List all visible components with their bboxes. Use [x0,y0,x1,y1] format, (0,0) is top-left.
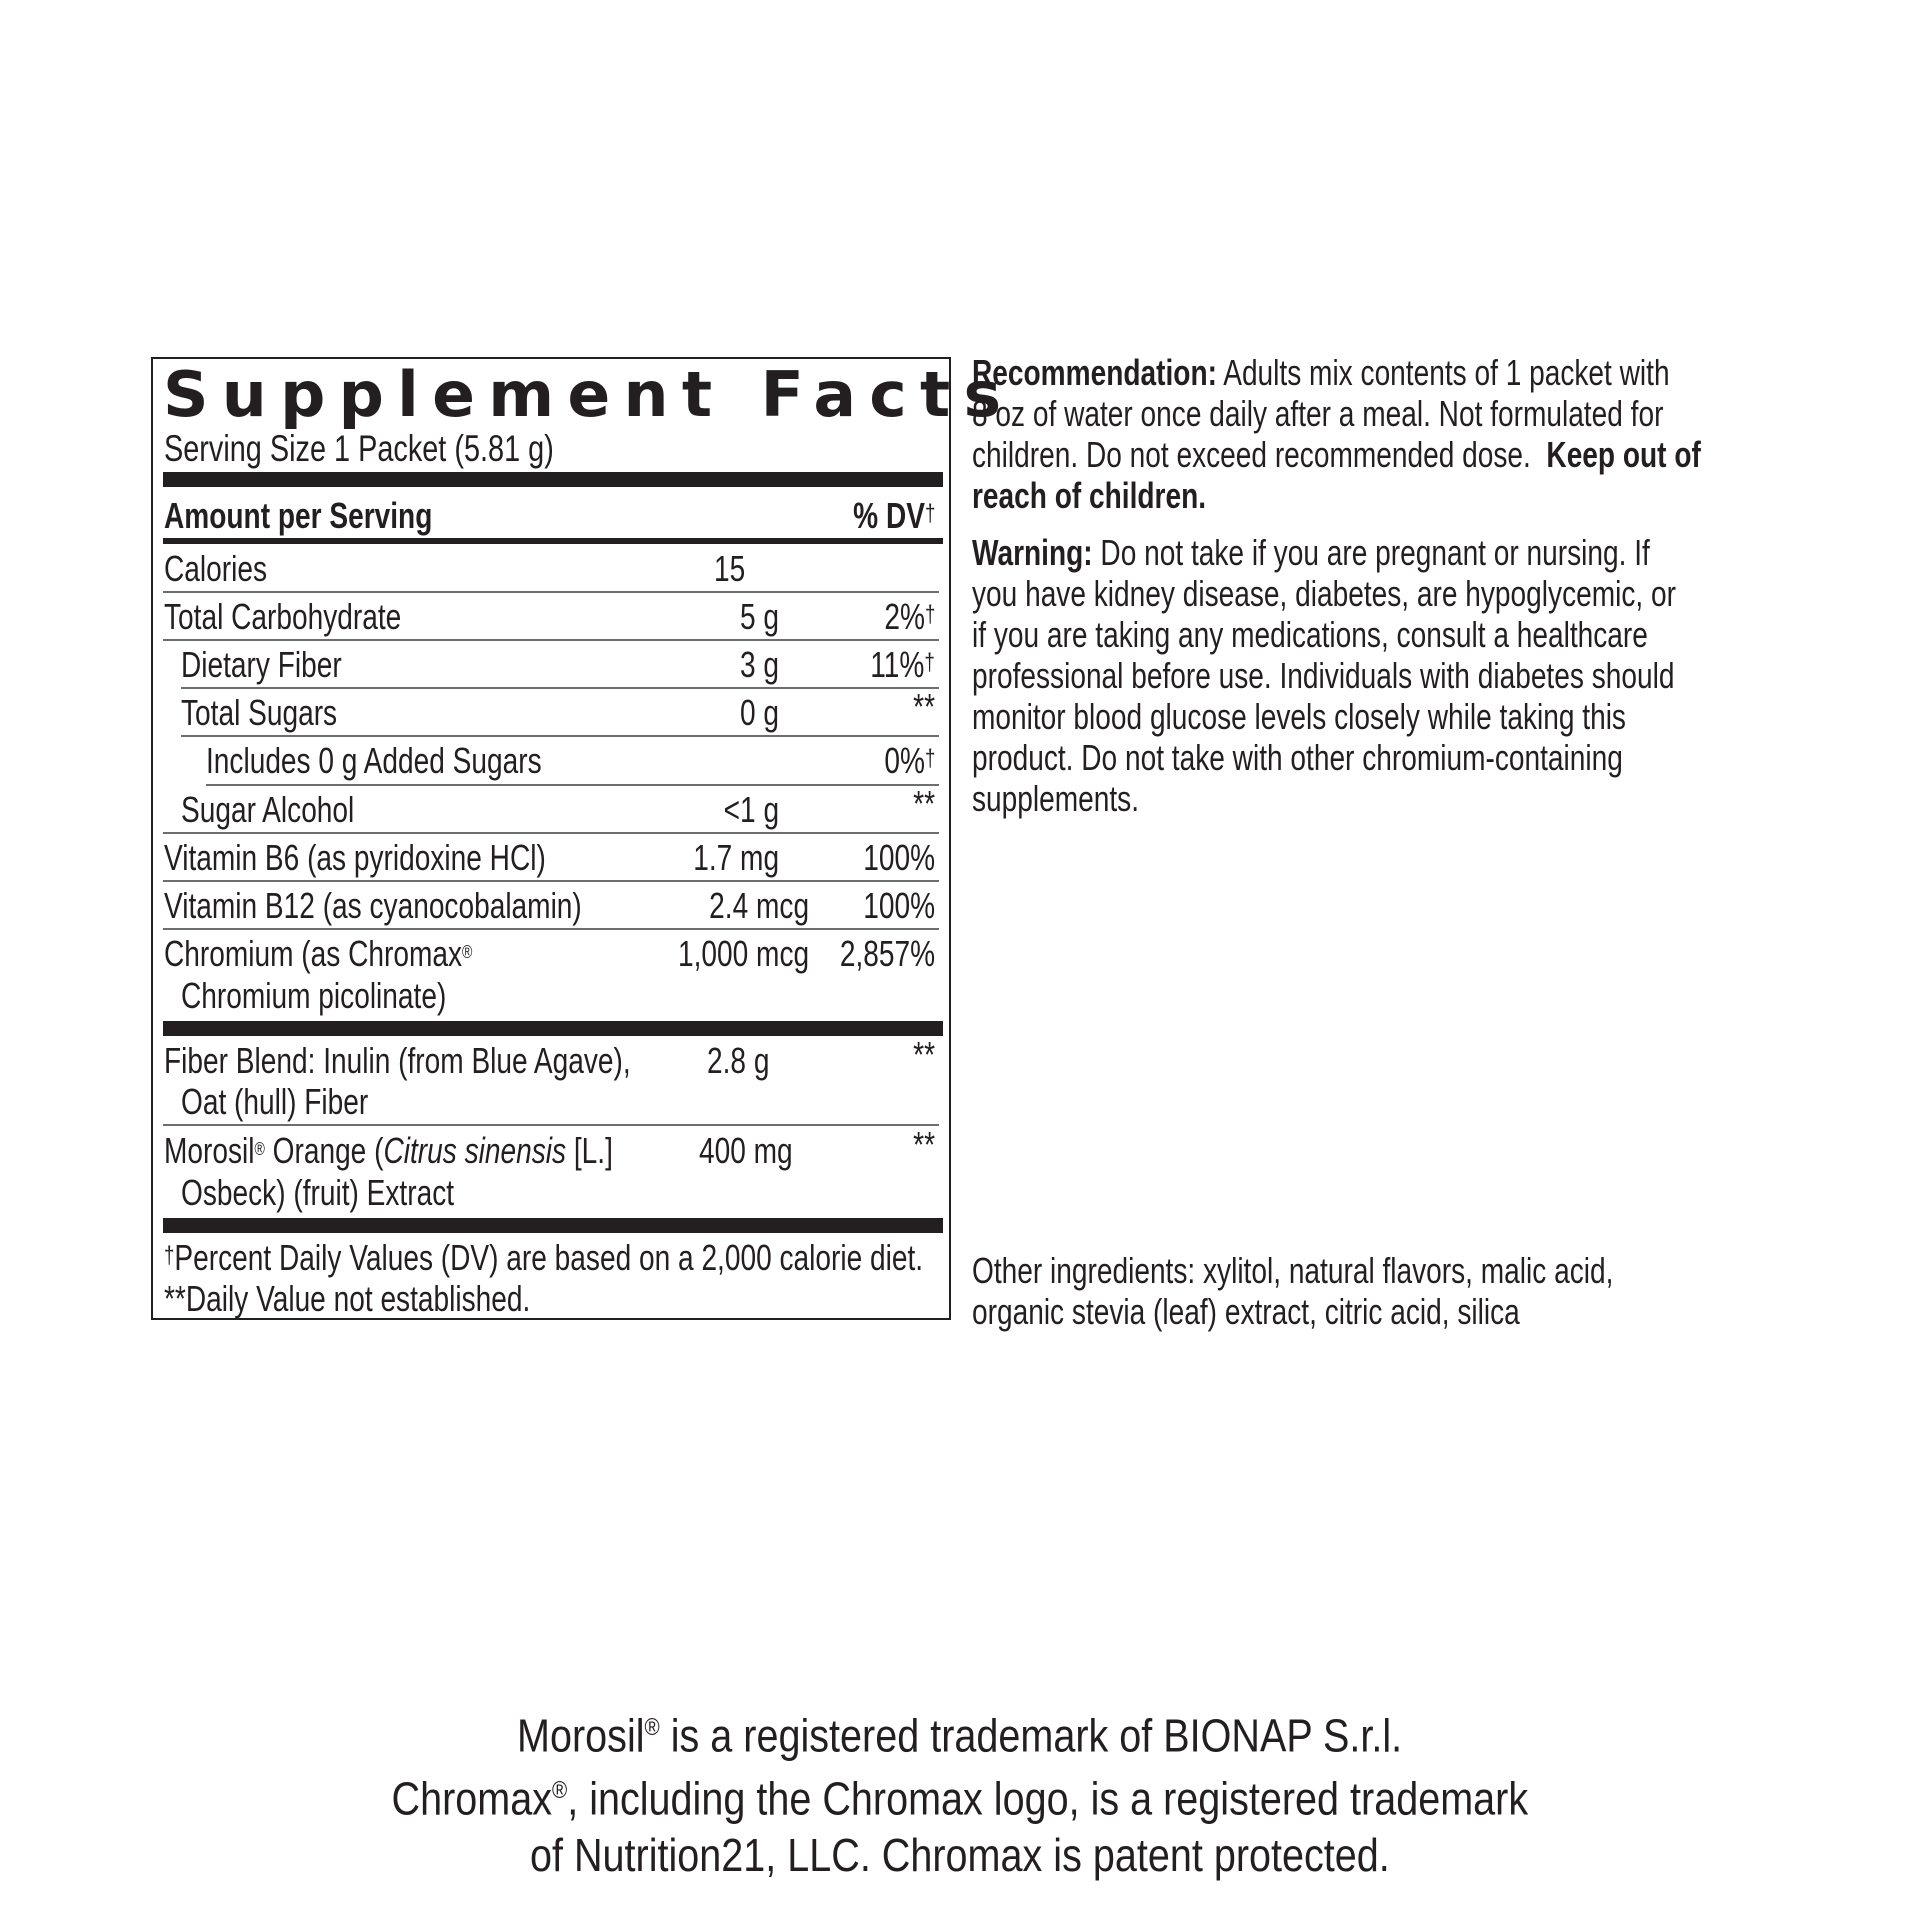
recommendation-paragraph: Recommendation: Adults mix contents of 1 packet with 8 oz of water once daily after a meal. Not formulated for children. Do not exceed recommended dose. Keep out of reach of children. [972,352,1701,516]
row-divider [163,591,939,593]
row-divider [163,880,939,882]
amount-per-serving-header: Amount per Serving [164,495,433,536]
row-divider [163,832,939,834]
row-divider [163,1124,939,1126]
footnote-daily-values: †Percent Daily Values (DV) are based on a 2,000 calorie diet. [164,1237,924,1278]
row-divider [163,639,939,641]
thick-divider [163,1218,943,1233]
row-divider [163,928,939,930]
serving-size: Serving Size 1 Packet (5.81 g) [164,428,554,469]
footnote-not-established: **Daily Value not established. [164,1278,531,1319]
row-divider [181,687,939,689]
warning-paragraph: Warning: Do not take if you are pregnant or nursing. If you have kidney disease, diabetes, are hypoglycemic, or if you are taking any medications, consult a healthcare professional before use. Individuals with diabetes should monitor blood glucose levels closely while taking this product. Do not take with other chromium-containing supplements. [972,532,1676,819]
panel-title: Supplement Facts [163,358,1015,431]
other-ingredients: Other ingredients: xylitol, natural flavors, malic acid, organic stevia (leaf) extract, citric acid, silica [972,1250,1614,1332]
medium-divider [163,538,943,544]
thick-divider [163,472,943,487]
trademark-notice: Morosil® is a registered trademark of BIONAP S.r.l. Chromax®, including the Chromax logo, is a registered trademark of Nutrition21, LLC. Chromax is patent protected. [391,1709,1529,1881]
directions-column [972,352,1792,819]
row-divider [181,735,939,737]
row-divider [206,784,939,786]
thick-divider [163,1021,943,1036]
supplement-facts-panel: Supplement Facts Serving Size 1 Packet (5.81 g) Amount per Serving % DV† Calories 15 Total Carbohydrate 5 g 2%† Dietary Fiber 3 g 11%† Total Sugars 0 g ** Includes 0 g Added Sugars 0%† Sugar Alcohol <1 g ** Vitamin B6 (as pyridoxine HCl) 1.7 mg 100% Vitamin B12 (as cyanocobalamin) 2.4 mcg 100% Chromium (as Chromax® Chromium picolinate) 1,000 mcg 2,857% Fiber Blend: Inulin (from Blue Agave), Oat (hull) Fiber 2.8 g ** Morosil® Orange (Citrus sinensis [L.] Osbeck) (fruit) Extract 400 mg ** †Percent Daily Values (DV) are based on a 2,000 calorie diet. **Daily Value not established. [151,357,951,1320]
dv-header: % DV† [852,495,935,536]
